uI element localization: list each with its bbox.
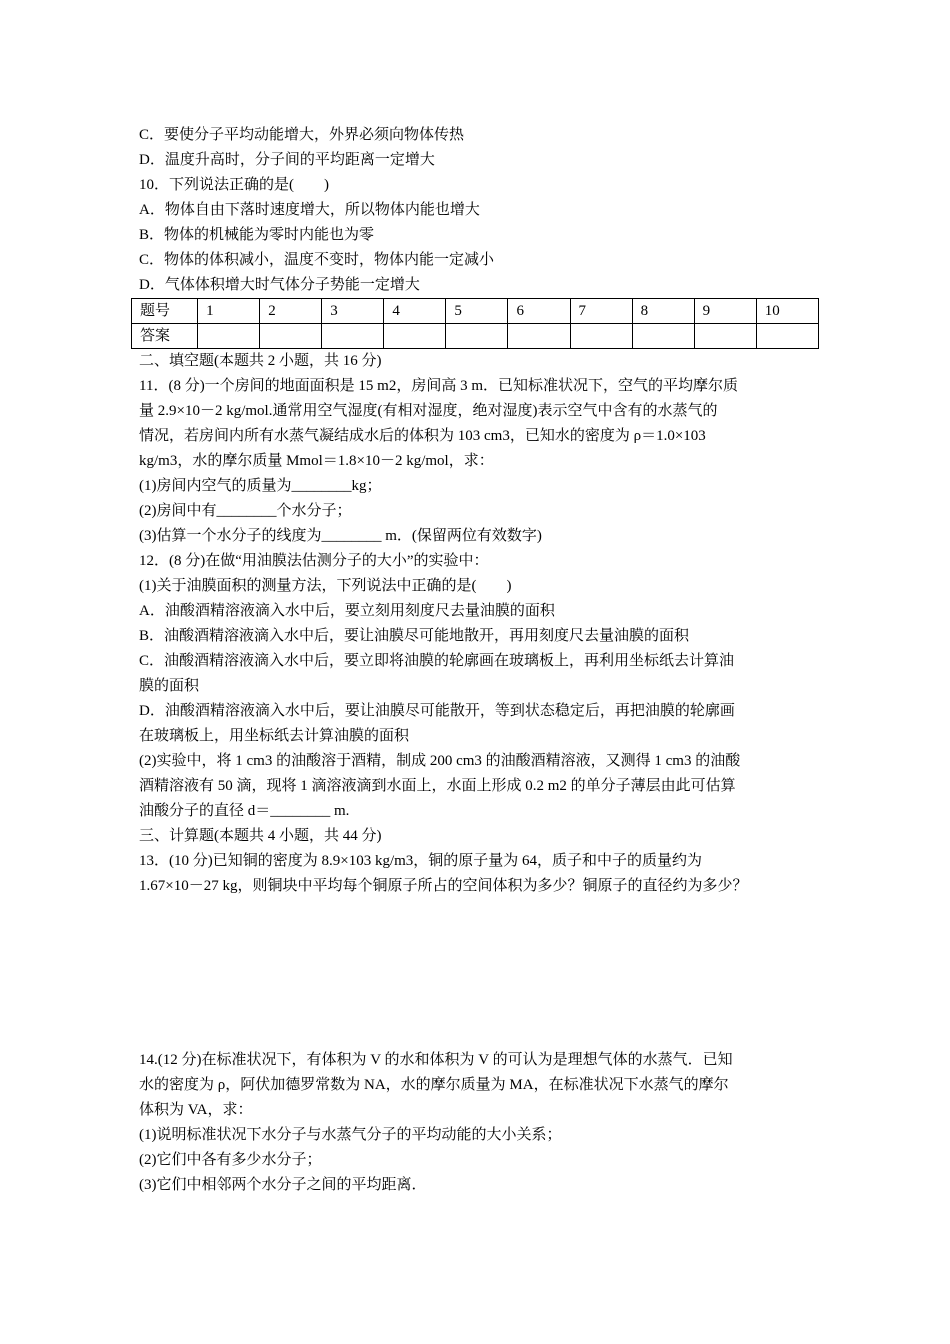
q13-line-1: 13．(10 分)已知铜的密度为 8.9×103 kg/m3，铜的原子量为 64，质子和中子的质量约为 (139, 853, 703, 869)
q11-line-3: 情况，若房间内所有水蒸气凝结成水后的体积为 103 cm3，已知水的密度为 ρ＝1.0×103 (139, 428, 706, 444)
table-cell-number: 2 (260, 299, 322, 324)
table-cell-answer[interactable] (694, 324, 756, 349)
table-cell-answer[interactable] (508, 324, 570, 349)
q14-sub-2: (2)它们中各有多少水分子； (139, 1152, 322, 1168)
q14-sub-1: (1)说明标准状况下水分子与水蒸气分子的平均动能的大小关系； (139, 1127, 562, 1143)
q14-sub-3: (3)它们中相邻两个水分子之间的平均距离． (139, 1177, 427, 1193)
q11-line-2: 量 2.9×10－2 kg/mol.通常用空气湿度(有相对湿度，绝对湿度)表示空气中含有的水蒸气的 (139, 403, 718, 419)
table-cell-answer[interactable] (384, 324, 446, 349)
table-cell-number: 9 (694, 299, 756, 324)
table-cell-answer[interactable] (198, 324, 260, 349)
q10-stem: 10．下列说法正确的是( ) (139, 177, 329, 193)
q14-line-2: 水的密度为 ρ，阿伏加德罗常数为 NA，水的摩尔质量为 MA，在标准状况下水蒸气的摩尔 (139, 1077, 729, 1093)
q10-option-c: C．物体的体积减小，温度不变时，物体内能一定减小 (139, 252, 495, 268)
table-cell-number: 3 (322, 299, 384, 324)
table-cell-answer[interactable] (322, 324, 384, 349)
q12-option-d-line-2: 在玻璃板上，用坐标纸去计算油膜的面积 (139, 728, 410, 744)
q14-block (139, 1048, 819, 1198)
q12-option-b: B．油酸酒精溶液滴入水中后，要让油膜尽可能地散开，再用刻度尺去量油膜的面积 (139, 628, 690, 644)
q12-option-d-line-1: D．油酸酒精溶液滴入水中后，要让油膜尽可能散开，等到状态稳定后，再把油膜的轮廓画 (139, 703, 735, 719)
q14-line-3: 体积为 VA，求： (139, 1102, 253, 1118)
table-cell-answer[interactable] (260, 324, 322, 349)
q12-option-c-line-2: 膜的面积 (139, 678, 200, 694)
q10-option-d: D．气体体积增大时气体分子势能一定增大 (139, 277, 420, 293)
table-cell-number: 1 (198, 299, 260, 324)
answer-table-answer-row (132, 324, 819, 349)
q13-line-2: 1.67×10－27 kg，则铜块中平均每个铜原子所占的空间体积为多少？铜原子的直径约为多少？ (139, 878, 748, 894)
q11-line-1: 11．(8 分)一个房间的地面面积是 15 m2，房间高 3 m．已知标准状况下，空气的平均摩尔质 (139, 378, 739, 394)
q9-option-c: C．要使分子平均动能增大，外界必须向物体传热 (139, 127, 465, 143)
q11-line-4: kg/m3，水的摩尔质量 Mmol＝1.8×10－2 kg/mol，求： (139, 453, 494, 469)
q12-sub-1: (1)关于油膜面积的测量方法，下列说法中正确的是( ) (139, 578, 512, 594)
section-2-title: 二、填空题(本题共 2 小题，共 16 分) (139, 353, 382, 369)
table-cell-number: 4 (384, 299, 446, 324)
table-cell-number: 10 (756, 299, 818, 324)
table-header-number: 题号 (132, 299, 198, 324)
table-cell-answer[interactable] (632, 324, 694, 349)
table-cell-number: 7 (570, 299, 632, 324)
q12-sub-2-line-1: (2)实验中，将 1 cm3 的油酸溶于酒精，制成 200 cm3 的油酸酒精溶液，又测得 1 cm3 的油酸 (139, 753, 741, 769)
table-cell-answer[interactable] (756, 324, 818, 349)
q12-sub-2-line-2: 酒精溶液有 50 滴，现将 1 滴溶液滴到水面上，水面上形成 0.2 m2 的单分子薄层由此可估算 (139, 778, 736, 794)
question-block-9-10 (139, 123, 819, 298)
q11-sub-1: (1)房间内空气的质量为________kg； (139, 478, 382, 494)
table-cell-number: 5 (446, 299, 508, 324)
q12-option-c-line-1: C．油酸酒精溶液滴入水中后，要立即将油膜的轮廓画在玻璃板上，再利用坐标纸去计算油 (139, 653, 735, 669)
answer-table (131, 298, 819, 349)
table-cell-answer[interactable] (446, 324, 508, 349)
q12-stem: 12．(8 分)在做“用油膜法估测分子的大小”的实验中： (139, 553, 489, 569)
q11-sub-3: (3)估算一个水分子的线度为________ m．(保留两位有效数字) (139, 528, 542, 544)
q12-option-a: A．油酸酒精溶液滴入水中后，要立刻用刻度尺去量油膜的面积 (139, 603, 555, 619)
q10-option-a: A．物体自由下落时速度增大，所以物体内能也增大 (139, 202, 480, 218)
q10-option-b: B．物体的机械能为零时内能也为零 (139, 227, 375, 243)
table-cell-number: 6 (508, 299, 570, 324)
section-2-block (139, 349, 819, 899)
answer-table-number-row (132, 299, 819, 324)
table-cell-answer[interactable] (570, 324, 632, 349)
q9-option-d: D．温度升高时，分子间的平均距离一定增大 (139, 152, 435, 168)
table-cell-number: 8 (632, 299, 694, 324)
section-3-title: 三、计算题(本题共 4 小题，共 44 分) (139, 828, 382, 844)
q14-line-1: 14.(12 分)在标准状况下，有体积为 V 的水和体积为 V 的可认为是理想气体的水蒸气．已知 (139, 1052, 733, 1068)
table-header-answer: 答案 (132, 324, 198, 349)
q11-sub-2: (2)房间中有________个水分子； (139, 503, 352, 519)
q12-sub-2-line-3: 油酸分子的直径 d＝________ m. (139, 803, 350, 819)
